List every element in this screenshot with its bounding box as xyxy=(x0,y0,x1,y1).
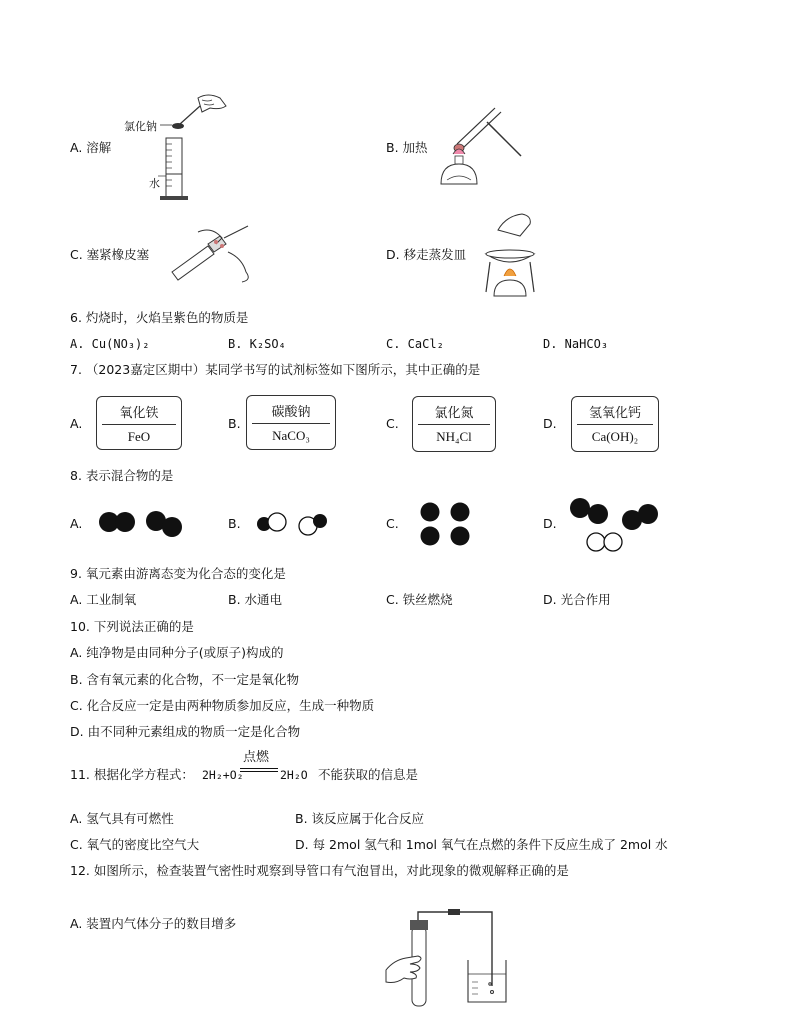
q12-stem: 12. 如图所示，检查装置气密性时观察到导管口有气泡冒出，对此现象的微观解释正确的是 xyxy=(70,863,569,878)
q6-option-a: A. Cu(NO₃)₂ xyxy=(70,337,150,351)
label-divider xyxy=(577,424,653,425)
reagent-name: 碳酸钠 xyxy=(271,405,311,420)
heating-illustration xyxy=(437,104,527,190)
particle-model-c xyxy=(418,500,474,548)
q11-stem-prefix: 11. 根据化学方程式： xyxy=(70,767,194,782)
q10-option-a: A. 纯净物是由同种分子(或原子)构成的 xyxy=(70,645,284,660)
q5-option-c: C. 塞紧橡皮塞 xyxy=(70,247,150,262)
q5-label-water: 水 xyxy=(149,177,160,190)
reagent-label-a xyxy=(96,396,182,450)
q5-option-a: A. 溶解 xyxy=(70,140,112,155)
q11-option-d: D. 每 2mol 氢气和 1mol 氧气在点燃的条件下反应生成了 2mol 水 xyxy=(295,837,668,852)
equation-line xyxy=(240,771,278,772)
q11-option-a: A. 氢气具有可燃性 xyxy=(70,811,174,826)
q6-option-b: B. K₂SO₄ xyxy=(228,337,286,351)
q8-opt-b: B. xyxy=(228,516,241,531)
reagent-label-d xyxy=(571,396,659,452)
q11-product: 2H₂O xyxy=(280,768,308,782)
q7-stem: 7. （2023嘉定区期中）某同学书写的试剂标签如下图所示，其中正确的是 xyxy=(70,362,481,377)
airtightness-apparatus-illustration xyxy=(384,908,514,1008)
label-divider xyxy=(252,423,330,424)
reagent-formula: Ca(OH)₂ xyxy=(591,429,639,444)
q9-option-a: A. 工业制氧 xyxy=(70,592,137,607)
q12-option-a: A. 装置内气体分子的数目增多 xyxy=(70,916,237,931)
evaporating-dish-illustration xyxy=(480,210,540,300)
q11-stem-suffix: 不能获取的信息是 xyxy=(318,767,419,782)
q10-stem: 10. 下列说法正确的是 xyxy=(70,619,194,634)
particle-model-a xyxy=(98,508,188,540)
reagent-label-c xyxy=(412,396,496,452)
q8-stem: 8. 表示混合物的是 xyxy=(70,468,174,483)
label-divider xyxy=(418,424,490,425)
reagent-name: 氯化氮 xyxy=(434,406,474,421)
q5-option-d: D. 移走蒸发皿 xyxy=(386,247,467,262)
reagent-label-b xyxy=(246,395,336,450)
reagent-name: 氢氧化钙 xyxy=(588,406,641,421)
q9-option-c: C. 铁丝燃烧 xyxy=(386,592,453,607)
q8-opt-d: D. xyxy=(543,516,557,531)
q5-option-b: B. 加热 xyxy=(386,140,428,155)
q11-option-c: C. 氧气的密度比空气大 xyxy=(70,837,200,852)
q7-opt-d: D. xyxy=(543,416,557,431)
q6-option-d: D. NaHCO₃ xyxy=(543,337,609,351)
reagent-formula: NaCO₃ xyxy=(272,428,310,443)
q5-label-nacl: 氯化钠 xyxy=(124,120,157,133)
q7-opt-a: A. xyxy=(70,416,83,431)
reagent-formula: FeO xyxy=(127,429,151,444)
q11-reactants: 2H₂+O₂ xyxy=(202,768,244,782)
q9-option-d: D. 光合作用 xyxy=(543,592,611,607)
dissolve-illustration xyxy=(150,92,230,204)
reagent-name: 氧化铁 xyxy=(119,406,159,421)
q6-stem: 6. 灼烧时，火焰呈紫色的物质是 xyxy=(70,310,249,325)
q6-option-c: C. CaCl₂ xyxy=(386,337,444,351)
equation-line xyxy=(240,768,278,769)
q10-option-d: D. 由不同种元素组成的物质一定是化合物 xyxy=(70,724,301,739)
particle-model-d xyxy=(566,496,662,554)
q9-stem: 9. 氧元素由游离态变为化合态的变化是 xyxy=(70,566,286,581)
q11-option-b: B. 该反应属于化合反应 xyxy=(295,811,425,826)
q10-option-c: C. 化合反应一定是由两种物质参加反应，生成一种物质 xyxy=(70,698,375,713)
particle-model-b xyxy=(254,510,334,542)
label-divider xyxy=(102,424,176,425)
reagent-formula: NH₄Cl xyxy=(436,429,472,444)
q10-option-b: B. 含有氧元素的化合物，不一定是氧化物 xyxy=(70,672,300,687)
q8-opt-c: C. xyxy=(386,516,399,531)
q9-option-b: B. 水通电 xyxy=(228,592,283,607)
q8-opt-a: A. xyxy=(70,516,83,531)
stopper-illustration xyxy=(168,222,264,284)
q11-condition: 点燃 xyxy=(243,750,270,765)
q7-opt-b: B. xyxy=(228,416,241,431)
q7-opt-c: C. xyxy=(386,416,399,431)
